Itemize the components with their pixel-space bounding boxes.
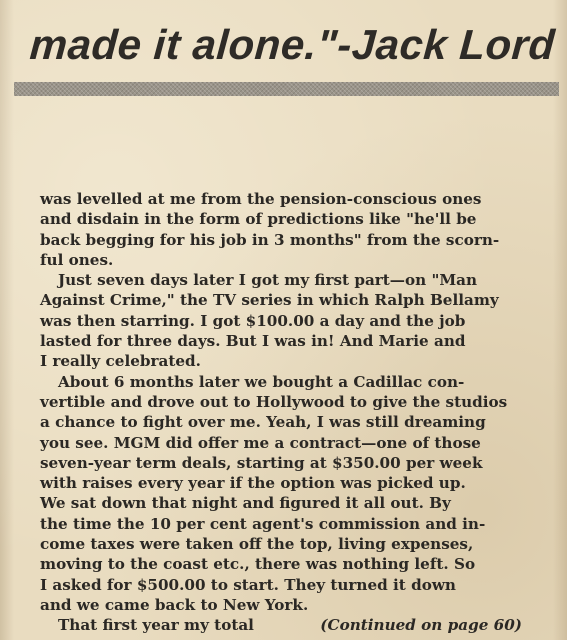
article-line: I asked for $500.00 to start. They turned it down	[40, 575, 456, 594]
article-line: vertible and drove out to Hollywood to give the studios	[40, 392, 508, 411]
headline: made it alone."-Jack Lord	[28, 21, 557, 68]
article-line: you see. MGM did offer me a contract—one of those	[40, 433, 481, 452]
article-line: We sat down that night and figured it all out. By	[40, 494, 451, 513]
article-line: Just seven days later I got my first part—on "Man	[58, 271, 478, 290]
continued-note: (Continued on page 60)	[320, 616, 522, 635]
article-body	[40, 189, 530, 636]
article-line: moving to the coast etc., there was nothing left. So	[40, 555, 476, 574]
article-line: come taxes were taken off the top, living expenses,	[40, 535, 474, 554]
article-line: ful ones.	[40, 250, 114, 269]
article-line: back begging for his job in 3 months" from the scorn-	[40, 230, 500, 249]
article-line: Against Crime," the TV series in which Ralph Bellamy	[40, 291, 499, 310]
article-line: lasted for three days. But I was in! And Marie and	[40, 332, 466, 351]
article-line: I really celebrated.	[40, 352, 201, 371]
article-line: and disdain in the form of predictions like "he'll be	[40, 210, 477, 229]
halftone-rule	[14, 82, 559, 96]
article-line: seven-year term deals, starting at $350.00 per week	[40, 453, 483, 472]
article-line: was levelled at me from the pension-conscious ones	[40, 190, 482, 208]
article-line-text: That first year my total	[58, 616, 254, 635]
article-last-line	[40, 615, 530, 635]
article-line: About 6 months later we bought a Cadillac con-	[58, 372, 465, 391]
article-line: the time the 10 per cent agent's commission and in-	[40, 514, 486, 533]
article-line: and we came back to New York.	[40, 595, 309, 614]
article-line: with raises every year if the option was picked up.	[40, 474, 466, 493]
article-line: a chance to fight over me. Yeah, I was still dreaming	[40, 413, 486, 432]
article-line: was then starring. I got $100.00 a day and the job	[40, 311, 466, 330]
